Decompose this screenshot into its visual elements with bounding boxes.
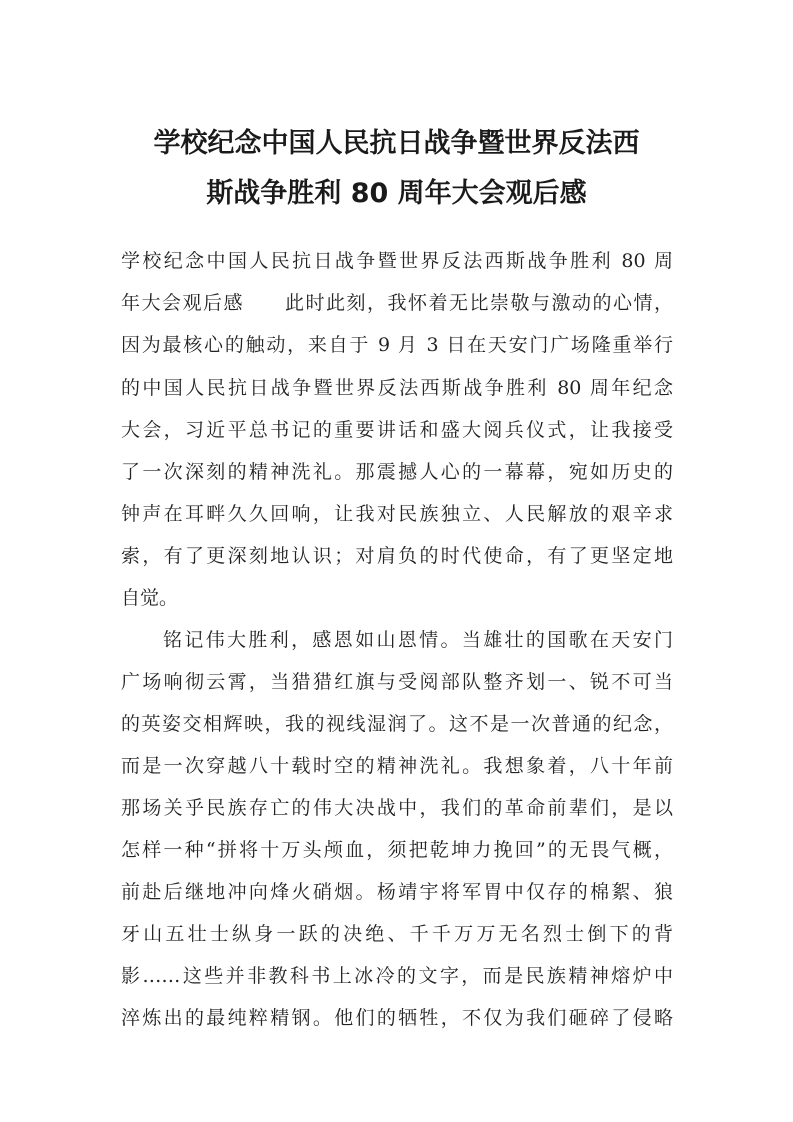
paragraph-line: 影……这些并非教科书上冰冷的文字，而是民族精神熔炉中: [121, 965, 673, 987]
paragraph-line: 年大会观后感 此时此刻，我怀着无比崇敬与激动的心情，: [121, 292, 673, 314]
paragraph-line: 自觉。: [121, 587, 179, 609]
paragraph-line: 钟声在耳畔久久回响，让我对民族独立、人民解放的艰辛求: [121, 503, 673, 525]
document-title-line-1: 学校纪念中国人民抗日战争暨世界反法西: [153, 128, 640, 159]
paragraph-line: 广场响彻云霄，当猎猎红旗与受阅部队整齐划一、锐不可当: [121, 671, 673, 693]
paragraph-line: 铭记伟大胜利，感恩如山恩情。当雄壮的国歌在天安门: [163, 629, 673, 651]
paragraph-line: 因为最核心的触动，来自于 9 月 3 日在天安门广场隆重举行: [121, 334, 673, 356]
paragraph-line: 的中国人民抗日战争暨世界反法西斯战争胜利 80 周年纪念: [121, 377, 673, 399]
paragraph-line: 那场关乎民族存亡的伟大决战中，我们的革命前辈们，是以: [121, 797, 673, 819]
paragraph-line: 前赴后继地冲向烽火硝烟。杨靖宇将军胃中仅存的棉絮、狼: [121, 881, 673, 903]
paragraph-line: 牙山五壮士纵身一跃的决绝、千千万万无名烈士倒下的背: [121, 923, 673, 945]
paragraph-line: 了一次深刻的精神洗礼。那震撼人心的一幕幕，宛如历史的: [121, 461, 673, 483]
paragraph-line: 大会，习近平总书记的重要讲话和盛大阅兵仪式，让我接受: [121, 419, 673, 441]
document-title-line-2: 斯战争胜利 80 周年大会观后感: [206, 178, 587, 209]
paragraph-line: 而是一次穿越八十载时空的精神洗礼。我想象着，八十年前: [121, 755, 673, 777]
paragraph-line: 的英姿交相辉映，我的视线湿润了。这不是一次普通的纪念，: [121, 713, 673, 735]
paragraph-line: 索，有了更深刻地认识；对肩负的时代使命，有了更坚定地: [121, 545, 673, 567]
paragraph-line: 淬炼出的最纯粹精钢。他们的牺牲，不仅为我们砸碎了侵略: [121, 1007, 673, 1029]
paragraph-line: 学校纪念中国人民抗日战争暨世界反法西斯战争胜利 80 周: [121, 250, 673, 272]
paragraph-line: 怎样一种“拼将十万头颅血，须把乾坤力挽回”的无畏气概，: [121, 839, 673, 861]
